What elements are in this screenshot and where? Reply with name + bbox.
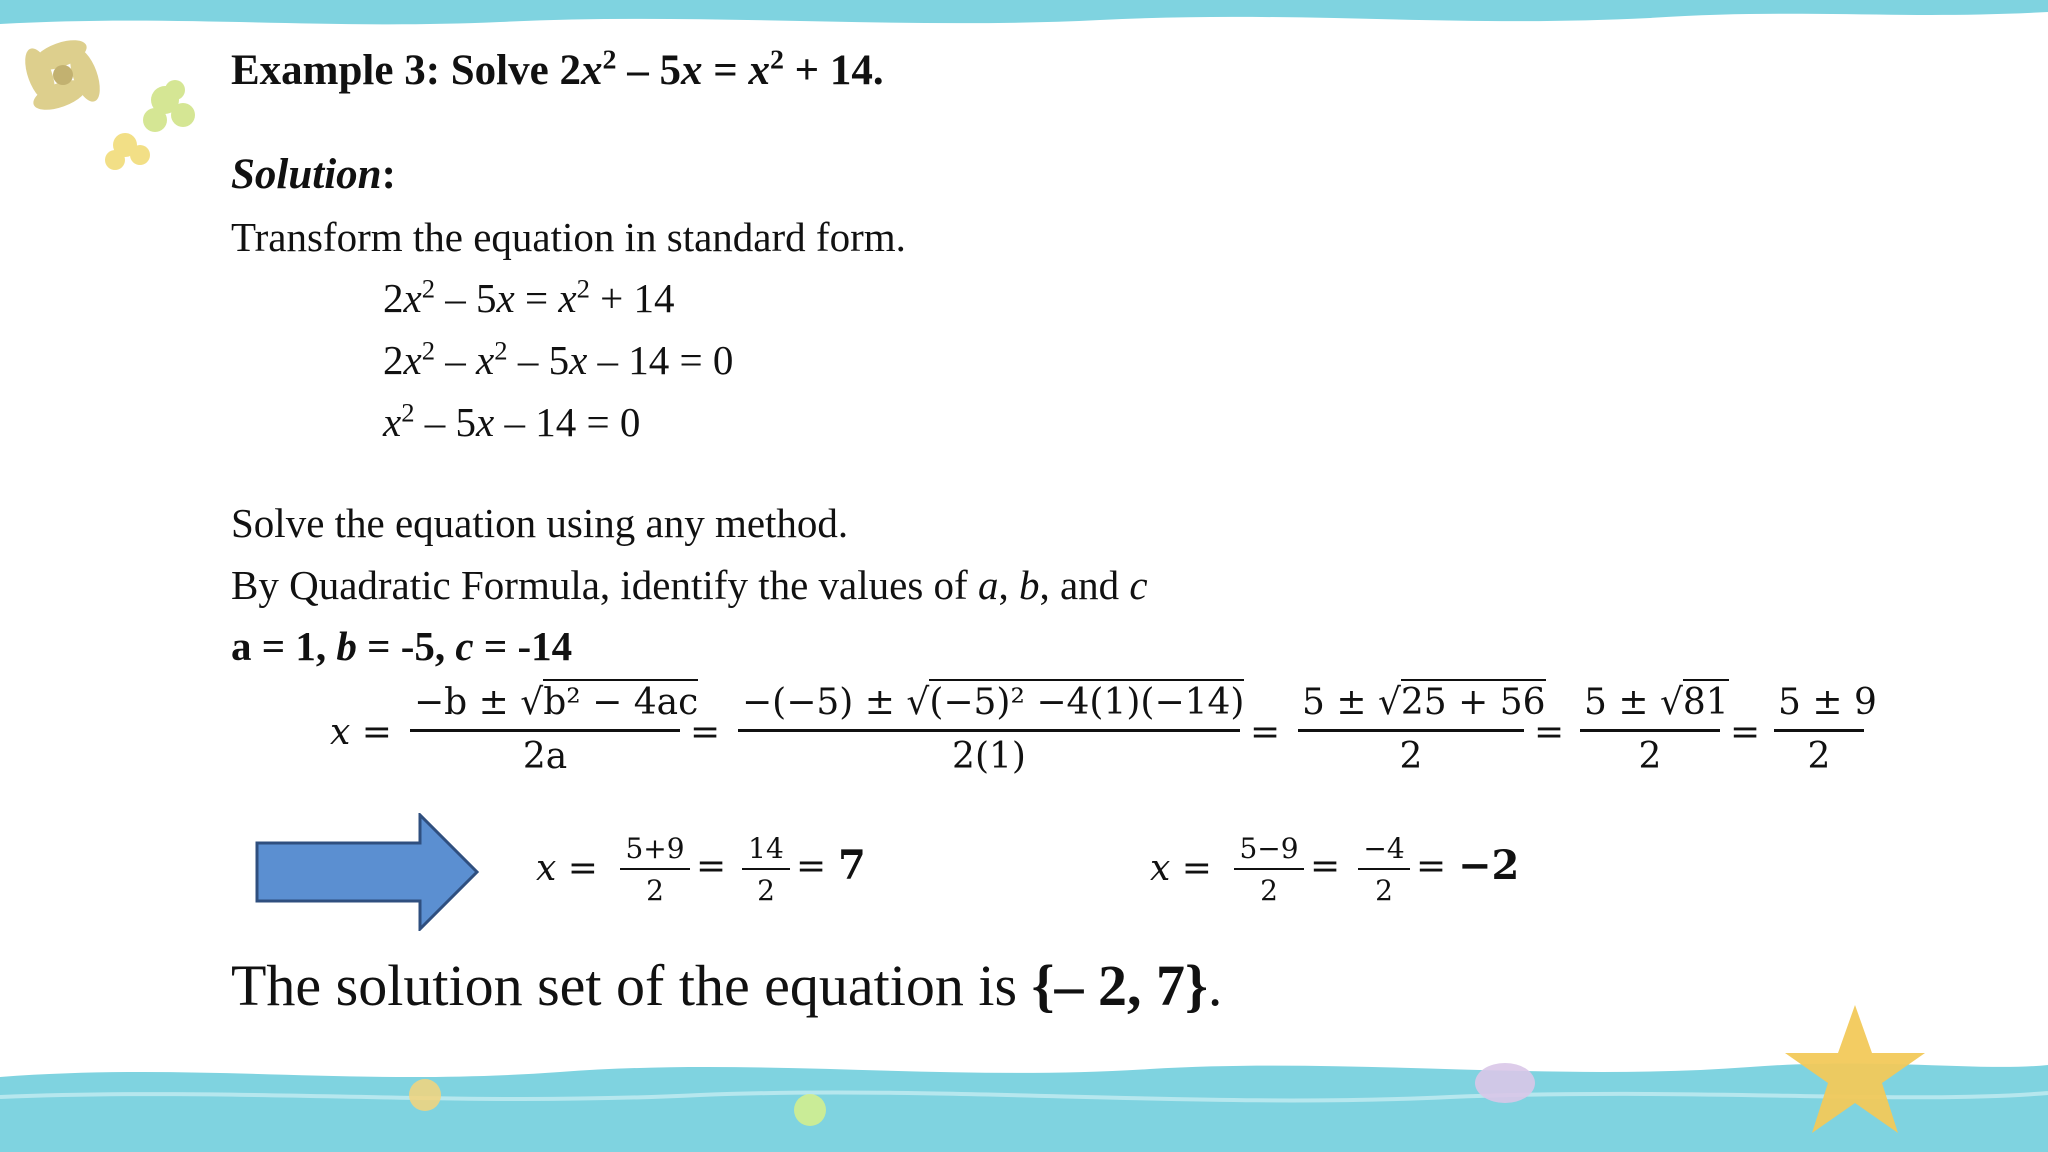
x-equals: x = <box>1150 848 1212 889</box>
equals-sign: = <box>1250 712 1281 753</box>
text: , <box>998 562 1019 608</box>
bottom-wave-decoration <box>0 1027 2048 1152</box>
term: + 14 <box>589 275 675 321</box>
term: – 5 <box>414 399 477 445</box>
term: – 5 <box>616 47 681 94</box>
conclusion-text: The solution set of the equation is <box>231 953 1032 1018</box>
denominator: 2 <box>1260 874 1278 907</box>
numerator: −4 <box>1358 832 1410 870</box>
solution-label: Solution <box>231 151 382 198</box>
var-x: x <box>403 275 422 321</box>
starfish-decoration <box>1770 995 1940 1145</box>
numerator: 14 <box>742 832 790 870</box>
example-label: Example 3: Solve 2 <box>231 47 581 94</box>
exponent: 2 <box>602 44 617 76</box>
coeff-b: = -5, <box>356 623 456 669</box>
var-x: x <box>558 275 577 321</box>
root2-fraction-2 <box>1358 832 1410 907</box>
var-c: c <box>1129 562 1148 608</box>
shell-decoration <box>1470 1058 1540 1108</box>
coeff-c: = -14 <box>473 623 573 669</box>
var-c: c <box>455 623 474 669</box>
numerator-prefix: −(−5) ± √ <box>742 682 930 723</box>
step-transform: Transform the equation in standard form. <box>231 214 906 260</box>
var-b: b <box>1018 562 1040 608</box>
exponent: 2 <box>576 273 590 304</box>
var-x: x <box>569 337 588 383</box>
term: 2 <box>383 275 404 321</box>
var-x: x <box>580 47 603 94</box>
term: – 5 <box>435 275 497 321</box>
exponent: 2 <box>494 335 508 366</box>
numerator-prefix: 5 ± √ <box>1584 682 1683 723</box>
shell-decoration <box>780 1085 840 1135</box>
root-value-7: 7 <box>838 842 866 889</box>
term: – 14 = 0 <box>587 337 734 383</box>
denominator: 2(1) <box>952 736 1026 777</box>
equals-sign: = <box>1416 846 1447 887</box>
var-a: a <box>977 562 999 608</box>
x-equals: x = <box>330 712 392 753</box>
denominator: 2 <box>1375 874 1393 907</box>
numerator-prefix: −b ± √ <box>414 682 544 723</box>
var-x: x <box>403 337 422 383</box>
denominator: 2 <box>646 874 664 907</box>
equals-sign: = <box>1310 846 1341 887</box>
term: = <box>514 275 559 321</box>
term: – 14 = 0 <box>494 399 641 445</box>
equals-sign: = <box>690 712 721 753</box>
term: – 5 <box>507 337 570 383</box>
var-x: x <box>496 275 515 321</box>
root2-fraction-1 <box>1234 832 1304 907</box>
term: – <box>435 337 477 383</box>
denominator: 2 <box>757 874 775 907</box>
solution-set: {– 2, 7} <box>1031 953 1208 1018</box>
period: . <box>1207 953 1223 1018</box>
var-x: x <box>476 399 495 445</box>
root-value-neg2: −2 <box>1458 842 1520 889</box>
term: 2 <box>383 337 404 383</box>
conclusion <box>231 952 1222 1019</box>
equals-sign: = <box>1730 712 1761 753</box>
var-b: b <box>336 623 357 669</box>
text: By Quadratic Formula, identify the values of <box>231 562 978 608</box>
var-x: x <box>680 47 703 94</box>
denominator: 2 <box>1638 736 1662 777</box>
denominator: 2 <box>1399 736 1423 777</box>
exponent: 2 <box>421 273 436 304</box>
exponent: 2 <box>421 335 436 366</box>
step-solve: Solve the equation using any method. <box>231 500 849 546</box>
numerator: 5+9 <box>620 832 690 870</box>
term: + 14. <box>783 47 884 94</box>
radicand: b² − 4ac <box>543 679 698 723</box>
colon: : <box>381 151 396 198</box>
equals-sign: = <box>1534 712 1565 753</box>
equals-sign: = <box>796 846 827 887</box>
exponent: 2 <box>769 44 784 76</box>
x-equals: x = <box>536 848 598 889</box>
numerator-prefix: 5 ± √ <box>1302 682 1401 723</box>
exponent: 2 <box>401 397 415 428</box>
equals-sign: = <box>696 846 727 887</box>
radicand: (−5)² −4(1)(−14) <box>929 679 1244 723</box>
var-x: x <box>476 337 495 383</box>
text: , and <box>1039 562 1130 608</box>
numerator: 5 ± 9 <box>1774 682 1864 732</box>
term: = <box>702 47 749 94</box>
radicand: 81 <box>1683 679 1729 723</box>
var-x: x <box>748 47 770 94</box>
numerator: 5−9 <box>1234 832 1304 870</box>
shell-decoration <box>395 1070 455 1120</box>
denominator: 2a <box>522 736 568 777</box>
var-x: x <box>383 399 402 445</box>
coeff-a: a = 1, <box>231 623 337 669</box>
denominator: 2 <box>1807 736 1831 777</box>
radicand: 25 + 56 <box>1401 679 1546 723</box>
